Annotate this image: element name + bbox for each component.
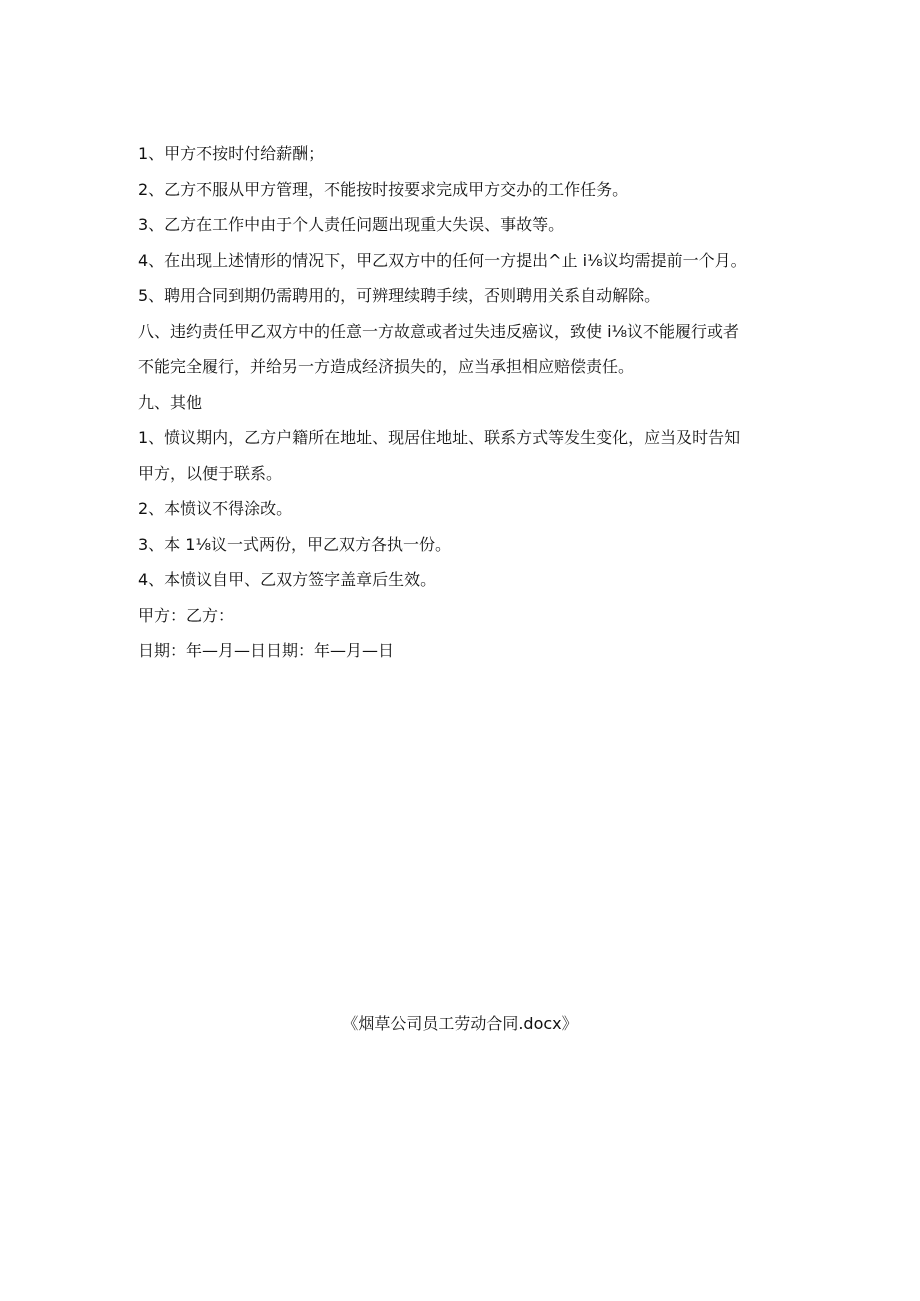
clause-other-1-cont: 甲方，以便于联系。 (138, 463, 283, 483)
document-body (138, 136, 788, 669)
section-8-breach-liability-cont: 不能完全履行，并给另一方造成经济损失的，应当承担相应赔偿责任。 (138, 357, 635, 376)
clause-termination-2: 2、乙方不服从甲方管理，不能按时按要求完成甲方交办的工作任务。 (138, 179, 629, 199)
clause-other-3: 3、本 1⅛议一式两份，甲乙双方各执一份。 (138, 534, 451, 554)
clause-other-1: 1、愤议期内，乙方户籍所在地址、现居住地址、联系方式等发生变化，应当及时告知 (138, 428, 741, 447)
clause-other-2: 2、本愤议不得涂改。 (138, 499, 293, 518)
clause-other-4: 4、本愤议自甲、乙双方签字盖章后生效。 (138, 570, 437, 589)
signature-dates: 日期：年—月—日日期：年—月—日 (138, 641, 395, 660)
clause-termination-5: 5、聘用合同到期仍需聘用的，可辨理续聘手续，否则聘用关系自动解除。 (138, 286, 661, 305)
section-8-breach-liability: 八、违约责任甲乙双方中的任意一方故意或者过失违反癌议，致使 i⅛议不能履行或者 (138, 321, 740, 341)
clause-termination-1: 1、甲方不按时付给薪酬； (138, 144, 325, 163)
section-9-heading: 九、其他 (138, 392, 203, 412)
document-footer-filename: 《烟草公司员工劳动合同.docx》 (342, 1014, 578, 1033)
clause-termination-4: 4、在出现上述情形的情况下，甲乙双方中的任何一方提出^止 i⅛议均需提前一个月。 (138, 250, 747, 270)
clause-termination-3: 3、乙方在工作中由于个人责任问题出现重大失误、事故等。 (138, 215, 565, 234)
signature-parties: 甲方：乙方： (138, 605, 235, 625)
